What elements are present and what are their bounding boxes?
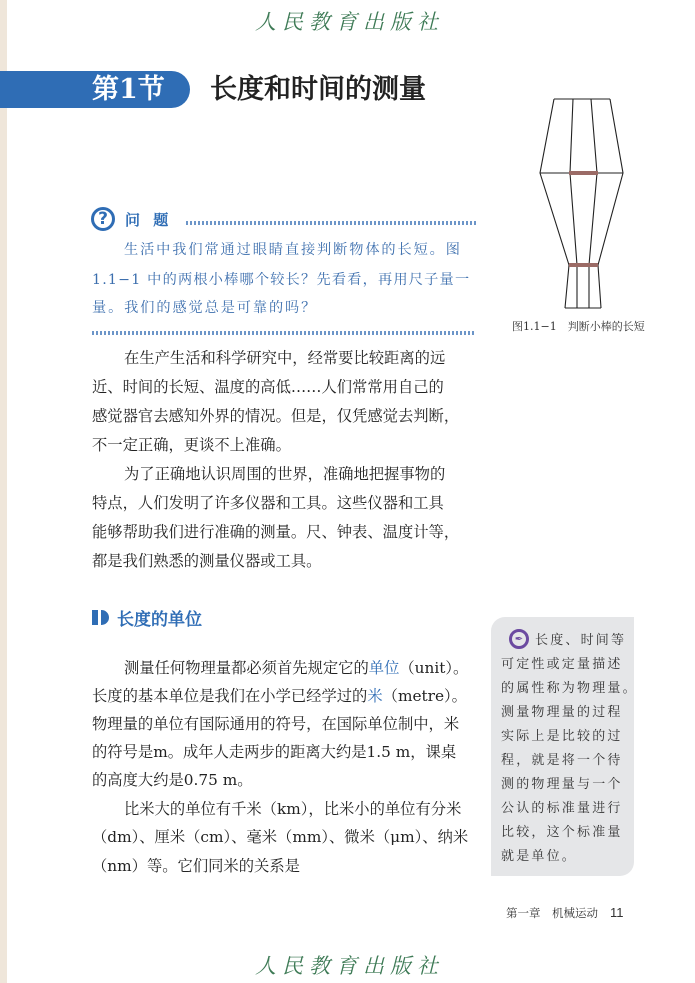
body-line: 的符号是m。成年人走两步的距离大约是1.5 m，课桌 [92, 743, 457, 761]
publisher-watermark-top: 人民教育出版社 [255, 10, 444, 34]
note-line: 就是单位。 [501, 849, 578, 864]
note-line: 可定性或定量描述 [501, 657, 623, 672]
body-line: 物理量的单位有国际通用的符号，在国际单位制中，米 [92, 715, 460, 733]
text: （metre）。 [382, 687, 467, 705]
body-line: 不一定正确，更谈不上准确。 [92, 436, 291, 454]
section-title: 长度和时间的测量 [210, 74, 426, 105]
subsection-heading [92, 605, 202, 630]
body-line: 能够帮助我们进行准确的测量。尺、钟表、温度计等， [92, 523, 460, 541]
body-line [92, 686, 467, 706]
figure-line [570, 99, 577, 308]
figure-line [540, 99, 569, 308]
note-line: 实际上是比较的过 [501, 729, 623, 744]
body-line: 特点，人们发明了许多仪器和工具。这些仪器和工具 [92, 494, 444, 512]
body-line: 比米大的单位有千米（km），比米小的单位有分米 [124, 800, 462, 818]
body-line: （nm）等。它们同米的关系是 [92, 857, 300, 875]
body-line: 在生产生活和科学研究中，经常要比较距离的远 [124, 349, 446, 367]
stick-lower [569, 263, 598, 267]
body-line [124, 658, 468, 678]
section-number: 第1节 [92, 74, 165, 105]
text: 测量任何物理量都必须首先规定它的 [124, 659, 369, 677]
question-label: 问 题 [125, 210, 173, 229]
figure-line [598, 99, 623, 308]
body-line: 感觉器官去感知外界的情况。但是，仅凭感觉去判断， [92, 407, 460, 425]
text: （unit）。 [399, 659, 469, 677]
note-line: 测量物理量的过程 [501, 705, 623, 720]
section-marker-icon [101, 610, 109, 625]
note-line: 程，就是将一个待 [501, 753, 623, 768]
subsection-title: 长度的单位 [117, 610, 202, 630]
note-line: 的属性称为物理量。 [501, 681, 638, 696]
pen-nib-icon: ✒ [509, 629, 529, 649]
chapter-label: 第一章 机械运动 [506, 906, 598, 920]
body-line: 近、时间的长短、温度的高低……人们常常用自己的 [92, 378, 444, 396]
term-unit: 单位 [368, 659, 400, 677]
note-line: 测的物理量与一个 [501, 777, 623, 792]
question-line: 量。我们的感觉总是可靠的吗？ [92, 300, 318, 316]
figure-line [589, 99, 597, 308]
page-number: 11 [610, 905, 624, 920]
text: 长度的基本单位是我们在小学已经学过的 [92, 687, 368, 705]
note-line: 比较，这个标准量 [501, 825, 623, 840]
page-footer [506, 905, 624, 921]
wavy-divider [92, 331, 476, 335]
question-heading [91, 207, 172, 231]
section-marker-icon [92, 610, 98, 625]
note-line: 长度、时间等 [535, 633, 627, 648]
question-line: 生活中我们常通过眼睛直接判断物体的长短。图 [124, 242, 462, 258]
stick-upper [569, 171, 598, 175]
publisher-watermark-bottom: 人民教育出版社 [255, 954, 444, 978]
body-line: 都是我们熟悉的测量仪器或工具。 [92, 552, 322, 570]
note-line: 公认的标准量进行 [501, 801, 623, 816]
question-line: 1.1−1 中的两根小棒哪个较长？先看看，再用尺子量一 [92, 272, 471, 288]
figure-caption: 图1.1−1 判断小棒的长短 [512, 320, 645, 333]
question-icon: ? [91, 207, 115, 231]
body-line: （dm）、厘米（cm）、毫米（mm）、微米（μm）、纳米 [92, 828, 469, 846]
body-line: 为了正确地认识周围的世界，准确地把握事物的 [124, 465, 446, 483]
wavy-divider [186, 221, 476, 225]
term-metre: 米 [367, 687, 383, 705]
body-line: 的高度大约是0.75 m。 [92, 771, 253, 789]
